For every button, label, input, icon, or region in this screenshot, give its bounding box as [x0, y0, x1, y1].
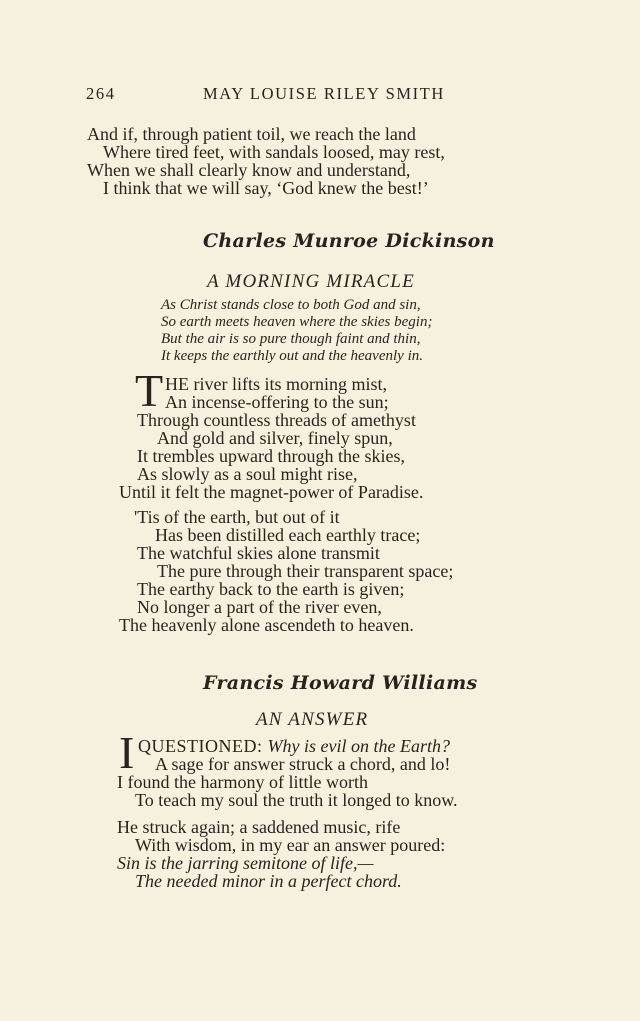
poem-line: He struck again; a saddened music, rife	[117, 817, 401, 837]
poem-line: To teach my soul the truth it longed to know.	[135, 790, 458, 810]
poem-line: When we shall clearly know and understand,	[87, 160, 411, 180]
poem-line: Has been distilled each earthly trace;	[155, 525, 421, 545]
poem-line: As slowly as a soul might rise,	[137, 464, 358, 484]
first-line-caps: QUESTIONED:	[138, 736, 268, 756]
epigraph-line: But the air is so pure though faint and thin,	[161, 331, 421, 347]
drop-cap: I	[119, 727, 135, 778]
author-heading: Francis Howard Williams	[203, 672, 478, 694]
poem-line-italic: Sin is the jarring semitone of life,—	[117, 853, 374, 873]
poem-line: I think that we will say, ‘God knew the best!’	[103, 178, 429, 198]
poem-line: No longer a part of the river even,	[137, 597, 382, 617]
poem-line: And if, through patient toil, we reach the land	[87, 124, 416, 144]
poem-line: HE river lifts its morning mist,	[165, 374, 387, 394]
poem-first-line	[138, 737, 450, 755]
poem-title: A MORNING MIRACLE	[207, 271, 415, 292]
epigraph-line: So earth meets heaven where the skies begin;	[161, 314, 433, 330]
first-line-question: Why is evil on the Earth?	[267, 736, 450, 756]
poem-line: With wisdom, in my ear an answer poured:	[135, 835, 446, 855]
poem-line: An incense-offering to the sun;	[165, 392, 389, 412]
poem-line: I found the harmony of little worth	[117, 772, 368, 792]
running-head-title: MAY LOUISE RILEY SMITH	[203, 84, 445, 103]
poem-line: 'Tis of the earth, but out of it	[134, 507, 340, 527]
poem-line: And gold and silver, finely spun,	[157, 428, 393, 448]
poem-title: AN ANSWER	[256, 709, 369, 730]
poem-line: The watchful skies alone transmit	[137, 543, 380, 563]
poem-line: Until it felt the magnet-power of Paradise.	[119, 482, 424, 502]
poem-line: The pure through their transparent space;	[157, 561, 454, 581]
poem-line: The earthy back to the earth is given;	[137, 579, 405, 599]
epigraph-line: It keeps the earthly out and the heavenly in.	[161, 348, 423, 364]
poem-line: Through countless threads of amethyst	[137, 410, 416, 430]
epigraph-line: As Christ stands close to both God and sin,	[161, 297, 421, 313]
poem-line-italic: The needed minor in a perfect chord.	[135, 871, 402, 891]
drop-cap: T	[135, 365, 164, 416]
poem-line: A sage for answer struck a chord, and lo!	[155, 754, 451, 774]
poem-line: Where tired feet, with sandals loosed, may rest,	[103, 142, 445, 162]
author-heading: Charles Munroe Dickinson	[203, 230, 495, 252]
poem-line: It trembles upward through the skies,	[137, 446, 405, 466]
page-number: 264	[86, 84, 116, 103]
poem-line: The heavenly alone ascendeth to heaven.	[119, 615, 414, 635]
